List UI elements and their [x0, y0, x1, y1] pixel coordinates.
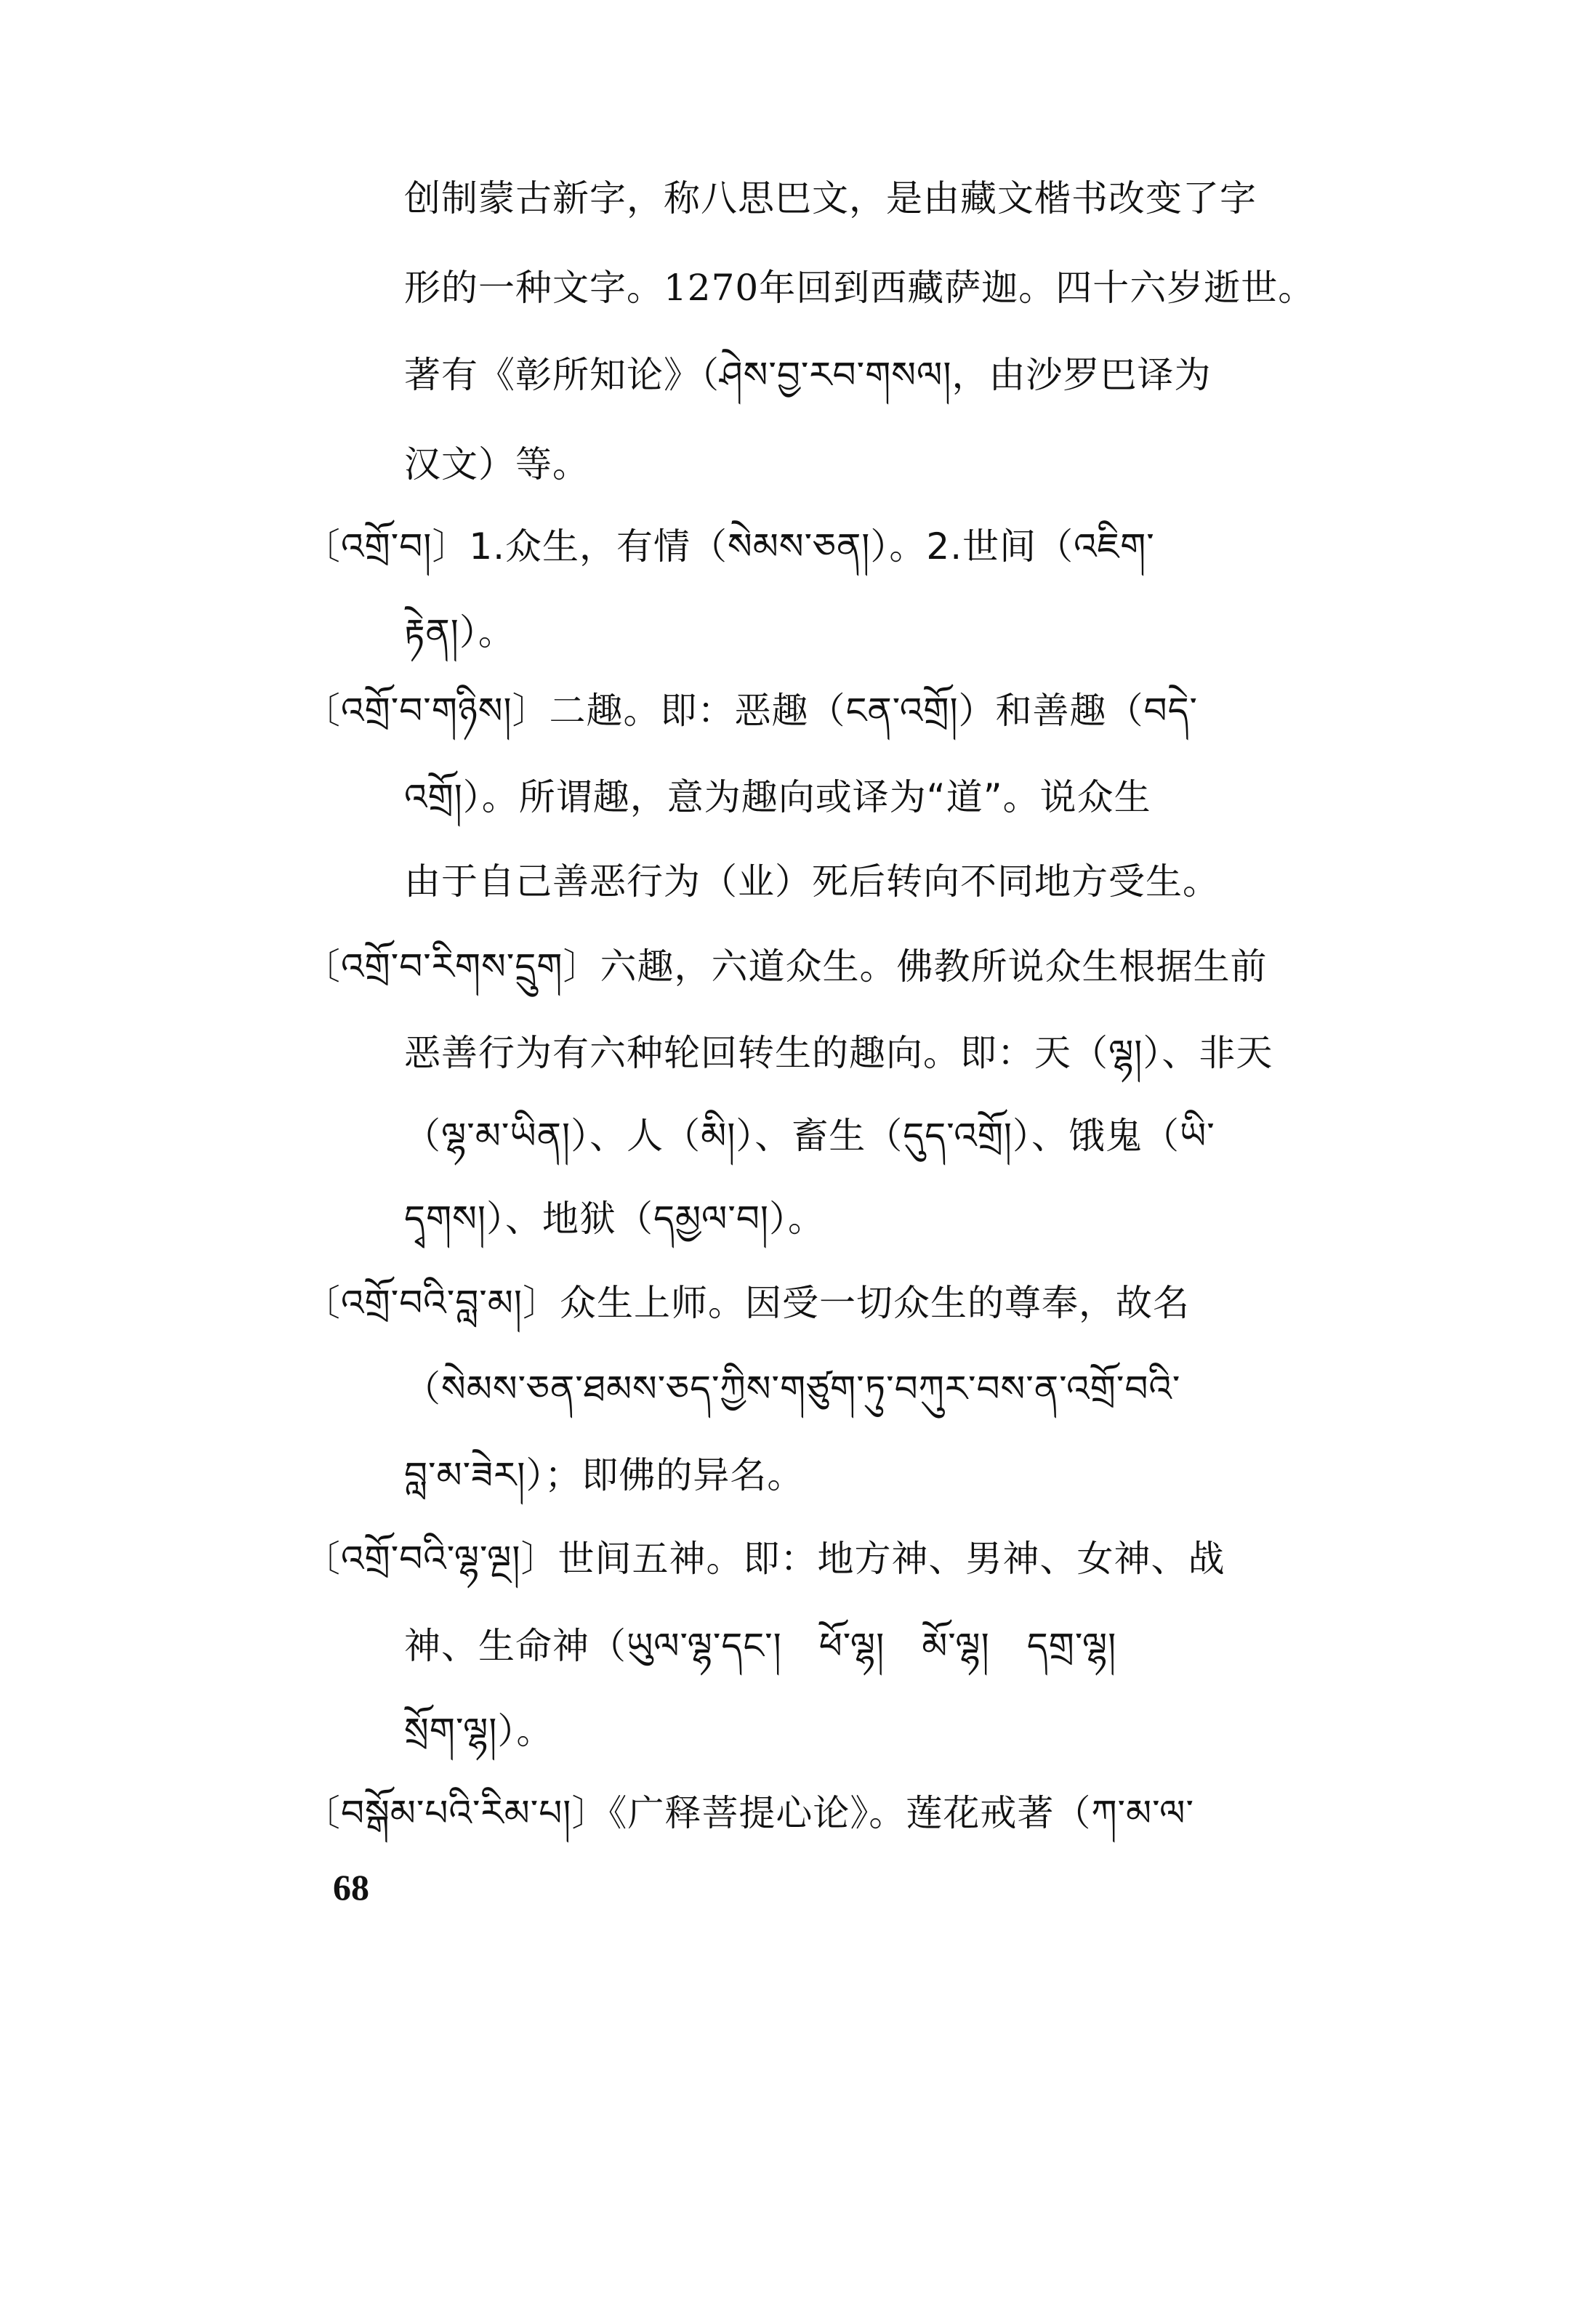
text-line: དྭགས།）、地狱（དམྱལ་བ།）。: [404, 1198, 825, 1240]
entry-line: 〔འགྲོ་བའི་ལྷ་ལྔ།〕世间五神。即：地方神、男神、女神、战: [304, 1538, 1225, 1580]
text-line: 创制蒙古新字，称八思巴文，是由藏文楷书改变了字: [404, 177, 1257, 219]
text-line: 由于自己善恶行为（业）死后转向不同地方受生。: [404, 860, 1220, 903]
text-line: （ལྷ་མ་ཡིན།）、人（མི།）、畜生（དུད་འགྲོ།）、饿鬼（ཡི་: [404, 1115, 1215, 1157]
entry-line: 〔འགྲོ་བ།〕1.众生，有情（སེམས་ཅན།）。2.世间（འཇིག་: [304, 525, 1155, 568]
text-line: རྟེན།）。: [404, 611, 515, 653]
text-line: སྲོག་ལྷ།）。: [404, 1710, 554, 1752]
text-line: 汉文）等。: [404, 443, 589, 485]
text-line: 神、生命神（ཡུལ་ལྷ་དང་། ཕོ་ལྷ། མོ་ལྷ། དགྲ་ལྷ།: [404, 1625, 1117, 1667]
text-line: （སེམས་ཅན་ཐམས་ཅད་ཀྱིས་གཙུག་ཏུ་བཀུར་བས་ན་འགྲོ་བའི་: [404, 1368, 1181, 1410]
text-line: 形的一种文字。1270年回到西藏萨迦。四十六岁逝世。: [404, 267, 1316, 309]
entry-line: 〔འགྲོ་བ་རིགས་དྲུག〕六趣，六道众生。佛教所说众生根据生前: [304, 945, 1268, 988]
entry-line: 〔བསྒོམ་པའི་རིམ་པ།〕《广释菩提心论》。莲花戒著（ཀ་མ་ལ་: [304, 1792, 1194, 1834]
text-line: 恶善行为有六种轮回转生的趣向。即：天（ལྷ།）、非天: [404, 1032, 1273, 1074]
text-line: བླ་མ་ཟེར།）；即佛的异名。: [404, 1454, 805, 1496]
entry-line: 〔འགྲོ་བ་གཉིས།〕二趣。即：恶趣（ངན་འགྲོ།）和善趣（བདེ་: [304, 690, 1199, 732]
text-line: 著有《彰所知论》（ཤེས་བྱ་རབ་གསལ།，由沙罗巴译为: [404, 354, 1212, 396]
page-number: 68: [333, 1867, 369, 1908]
text-line: འགྲོ།）。所谓趣，意为趣向或译为“道”。说众生: [404, 776, 1151, 818]
entry-line: 〔འགྲོ་བའི་བླ་མ།〕众生上师。因受一切众生的尊奉，故名: [304, 1282, 1190, 1324]
